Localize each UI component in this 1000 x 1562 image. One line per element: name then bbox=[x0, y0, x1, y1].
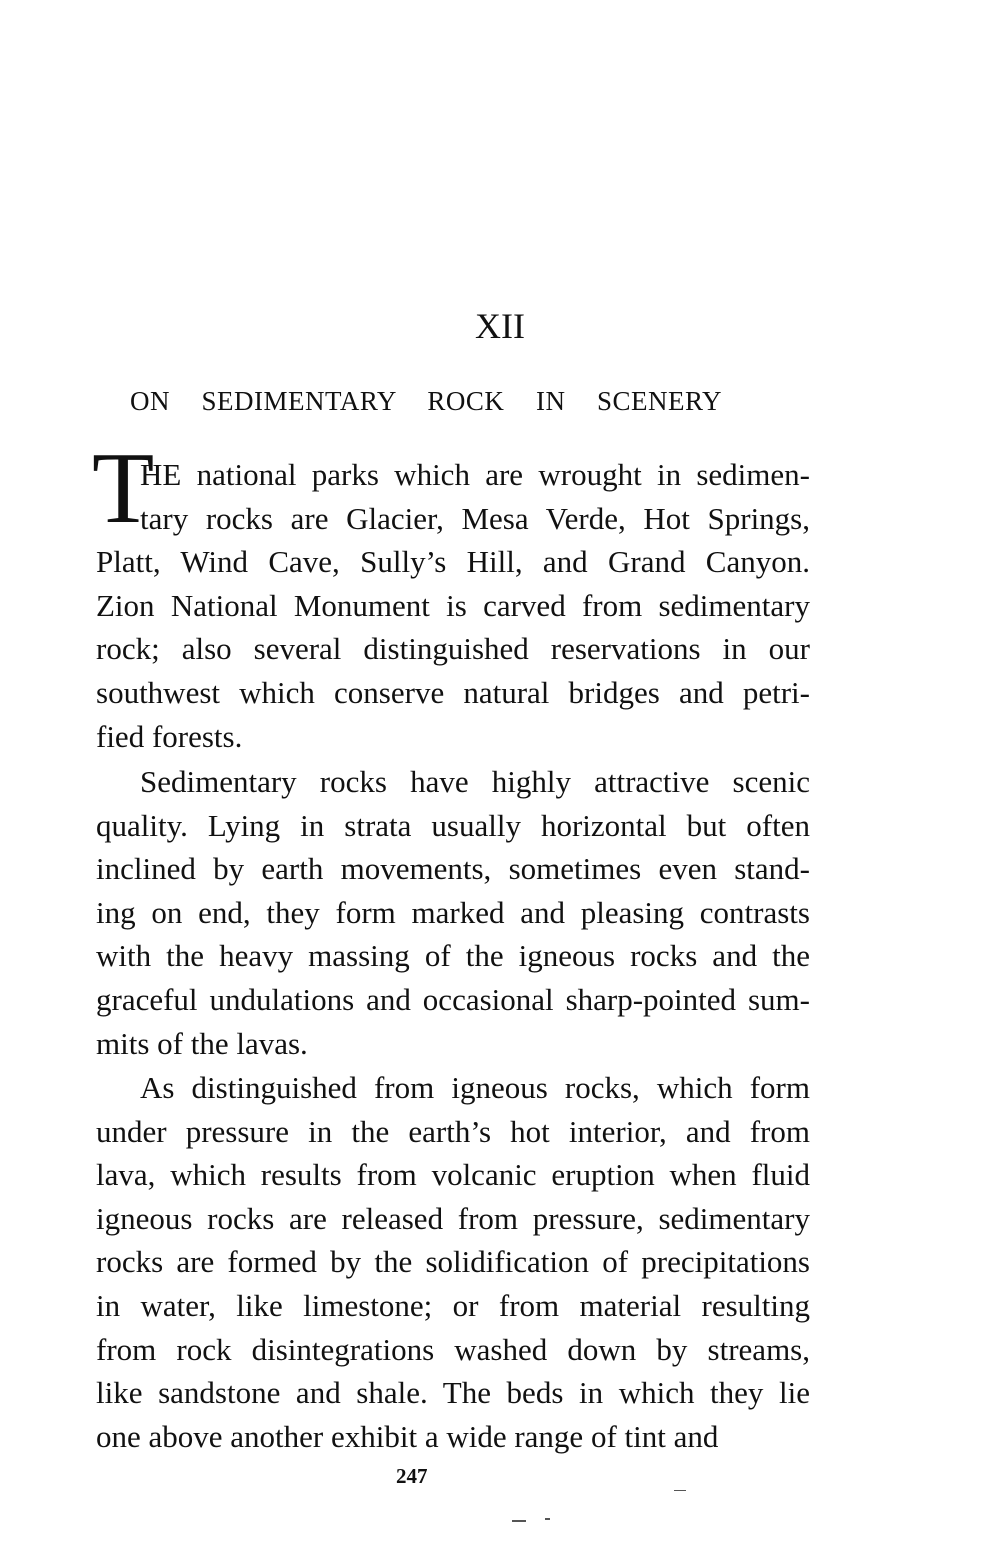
text-line: Platt, Wind Cave, Sully’s Hill, and Grand Canyon. bbox=[96, 544, 810, 580]
text-line: HE national parks which are wrought in sedimen- bbox=[140, 457, 810, 492]
text-line: inclined by earth movements, sometimes even stand- bbox=[96, 851, 810, 887]
text-line: from rock disintegrations washed down by streams, bbox=[96, 1331, 810, 1367]
text-line: rocks are formed by the solidification of precipitations bbox=[96, 1244, 810, 1280]
text-line: As distinguished from igneous rocks, which form bbox=[140, 1070, 810, 1105]
text-line: like sandstone and shale. The beds in which they lie bbox=[96, 1375, 810, 1411]
text-line: Zion National Monument is carved from sedimentary bbox=[96, 587, 810, 623]
text-line: one above another exhibit a wide range of tint and bbox=[96, 1418, 719, 1454]
text-line: Sedimentary rocks have highly attractive scenic bbox=[140, 764, 810, 799]
chapter-number-wrap bbox=[0, 305, 1000, 347]
chapter-title: ON SEDIMENTARY ROCK IN SCENERY bbox=[130, 386, 722, 416]
text-line: in water, like limestone; or from material resulting bbox=[96, 1288, 810, 1323]
text-line: with the heavy massing of the igneous rocks and the bbox=[96, 938, 810, 974]
text-line: lava, which results from volcanic eruption when fluid bbox=[96, 1157, 810, 1193]
text-line: graceful undulations and occasional sharp-pointed sum- bbox=[96, 982, 810, 1017]
scan-speck bbox=[674, 1490, 686, 1491]
scan-speck bbox=[545, 1518, 550, 1520]
text-line: under pressure in the earth’s hot interior, and from bbox=[96, 1113, 810, 1149]
page-number: 247 bbox=[396, 1464, 428, 1488]
text-line: mits of the lavas. bbox=[96, 1025, 308, 1061]
text-line: tary rocks are Glacier, Mesa Verde, Hot Springs, bbox=[140, 500, 810, 536]
text-line: rock; also several distinguished reservations in our bbox=[96, 631, 810, 667]
text-line: fied forests. bbox=[96, 718, 243, 754]
text-line: ing on end, they form marked and pleasing contrasts bbox=[96, 894, 810, 930]
text-line: igneous rocks are released from pressure, sedimentary bbox=[96, 1200, 810, 1236]
chapter-number: XII bbox=[475, 306, 525, 346]
drop-cap: T bbox=[92, 432, 155, 545]
text-line: southwest which conserve natural bridges and petri- bbox=[96, 675, 810, 710]
scan-speck bbox=[512, 1520, 526, 1522]
text-line: quality. Lying in strata usually horizontal but often bbox=[96, 807, 810, 843]
